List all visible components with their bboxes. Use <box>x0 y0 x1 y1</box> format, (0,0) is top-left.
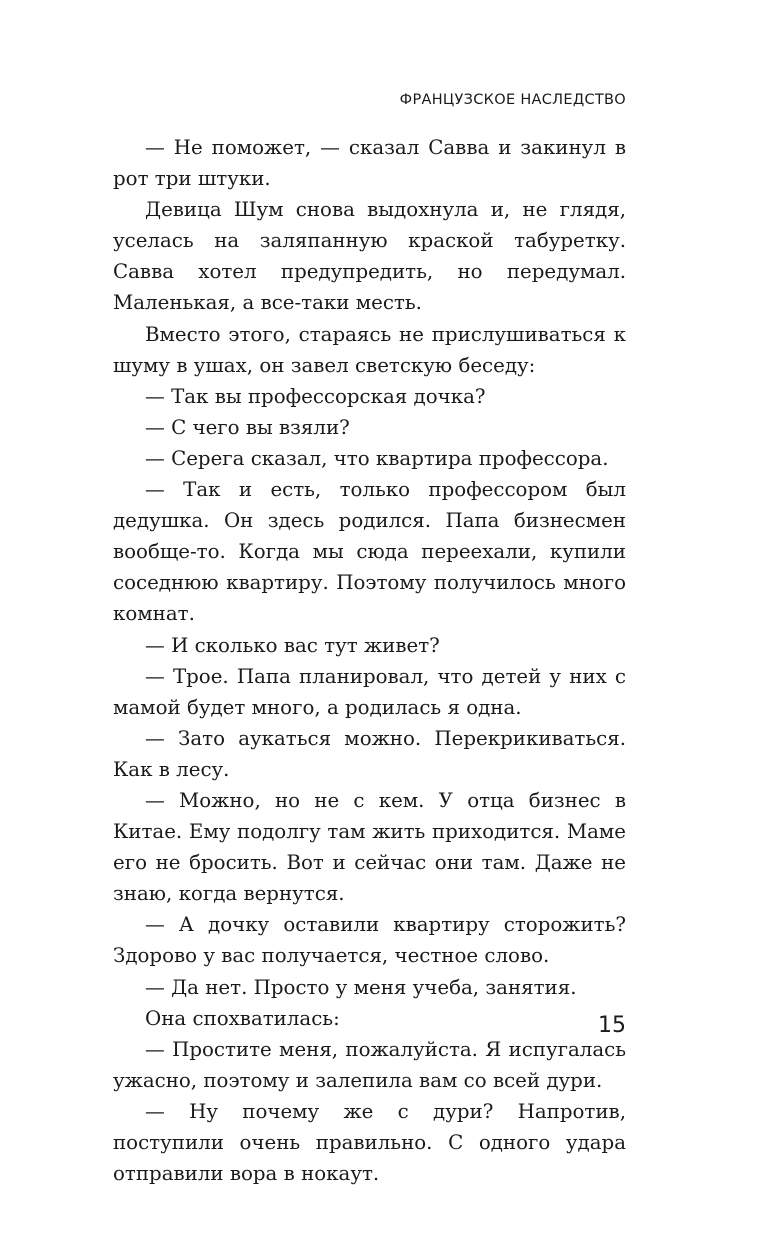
page-number: 15 <box>598 1013 626 1038</box>
paragraph: — А дочку оставили квартиру сторожить? Здорово у вас получается, честное слово. <box>113 913 626 968</box>
paragraph: — Простите меня, пожалуйста. Я испугалась ужасно, поэтому и залепила вам со всей дури. <box>113 1037 626 1092</box>
paragraph: — С чего вы взяли? <box>145 415 350 439</box>
paragraph: — Ну почему же с дури? Напротив, поступили очень правильно. С одного удара отправили вора в нокаут. <box>113 1099 626 1186</box>
paragraph: — Так и есть, только профессором был дедушка. Он здесь родился. Папа бизнесмен вообще-то. Когда мы сюда переехали, купили соседнюю квартиру. Поэтому получилось много комнат. <box>113 478 626 626</box>
paragraph: — Зато аукаться можно. Перекрикиваться. Как в лесу. <box>113 726 626 781</box>
paragraph: Девица Шум снова выдохнула и, не глядя, уселась на заляпанную краской табуретку. Савва хотел предупредить, но передумал. Маленькая, а все-таки месть. <box>113 198 626 315</box>
paragraph: — Серега сказал, что квартира профессора. <box>145 446 609 470</box>
paragraph: — Так вы профессорская дочка? <box>145 384 486 408</box>
paragraph: — Не поможет, — сказал Савва и закинул в рот три штуки. <box>113 136 626 191</box>
paragraph: — Можно, но не с кем. У отца бизнес в Китае. Ему подолгу там жить приходится. Маме его не бросить. Вот и сейчас они там. Даже не знаю, когда вернутся. <box>113 788 626 906</box>
body-text <box>113 132 626 1189</box>
paragraph: — Да нет. Просто у меня учеба, занятия. <box>145 975 577 999</box>
paragraph: Вместо этого, стараясь не прислушиваться к шуму в ушах, он завел светскую беседу: <box>113 322 626 377</box>
paragraph: — Трое. Папа планировал, что детей у них с мамой будет много, а родилась я одна. <box>113 664 626 719</box>
paragraph: Она спохватилась: <box>145 1006 340 1030</box>
running-title: ФРАНЦУЗСКОЕ НАСЛЕДСТВО <box>399 92 626 108</box>
paragraph: — И сколько вас тут живет? <box>145 633 440 657</box>
